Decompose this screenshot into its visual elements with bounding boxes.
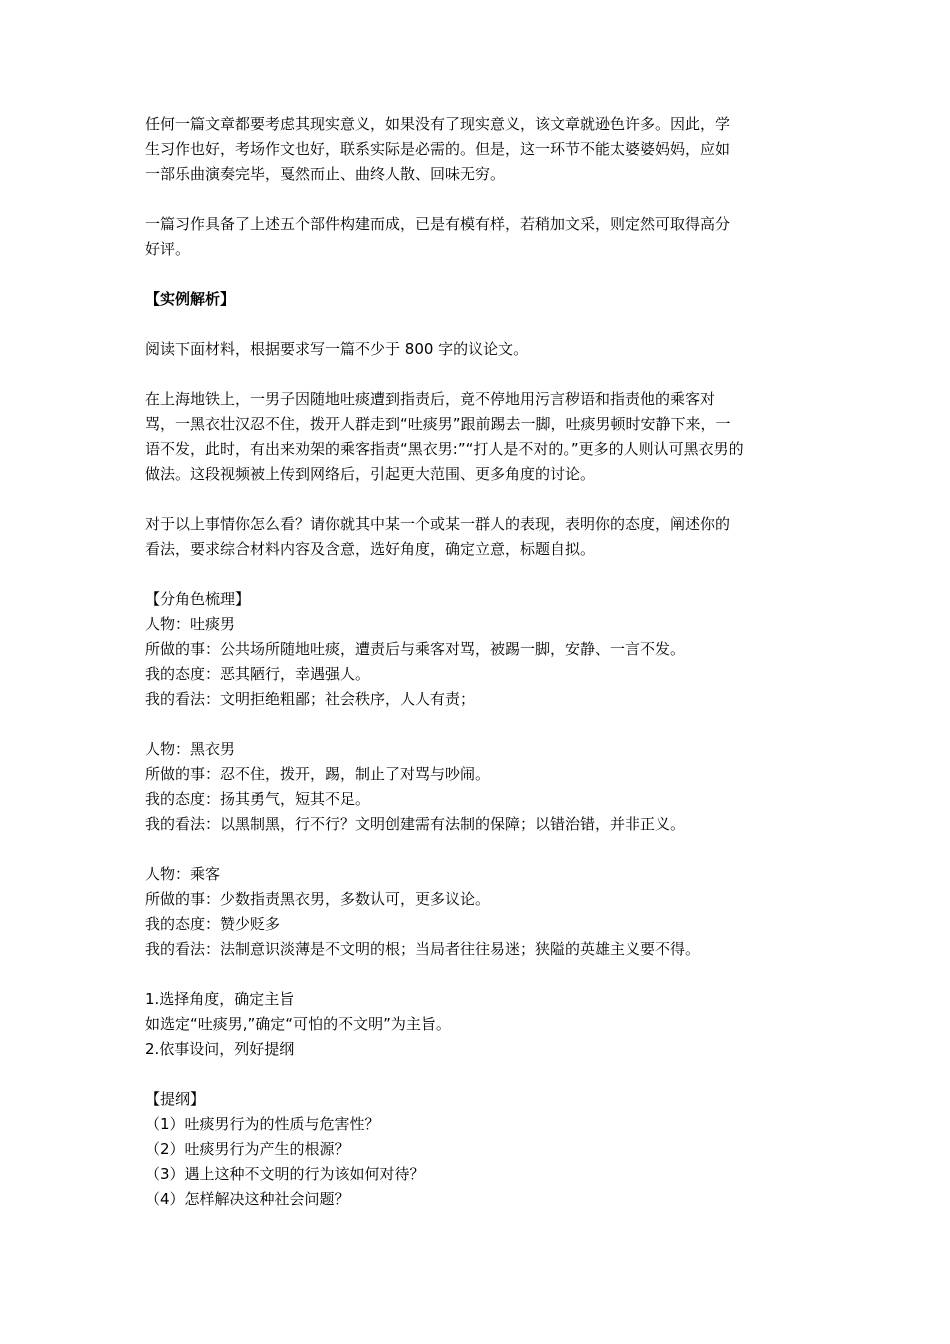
text-line: 看法，要求综合材料内容及含意，选好角度，确定立意，标题自拟。: [145, 540, 596, 558]
paragraph-material: [145, 387, 810, 487]
text-line: 我的看法：以黑制黑，行不行？文明创建需有法制的保障；以错治错，并非正义。: [145, 815, 686, 833]
role-spitting-man: [145, 612, 810, 712]
outline-item: （3）遇上这种不文明的行为该如何对待？: [145, 1165, 425, 1183]
text-line: 语不发，此时，有出来劝架的乘客指责“黑衣男:”“打人是不对的。”更多的人则认可黑衣男的: [145, 440, 744, 458]
paragraph-realistic-meaning: [145, 112, 810, 187]
text-line: 人物：黑衣男: [145, 740, 236, 758]
paragraph-question: [145, 512, 810, 562]
text-line: 人物：乘客: [145, 865, 221, 883]
outline-list: [145, 1112, 810, 1212]
text-line: 所做的事：少数指责黑衣男，多数认可，更多议论。: [145, 890, 491, 908]
paragraph-five-parts: [145, 212, 810, 262]
heading-role-analysis: 【分角色梳理】: [145, 590, 251, 608]
text-line: 任何一篇文章都要考虑其现实意义，如果没有了现实意义，该文章就逊色许多。因此，学: [145, 115, 731, 133]
role-man-in-black: [145, 737, 810, 837]
step-item: 如选定“吐痰男,”确定“可怕的不文明”为主旨。: [145, 1015, 451, 1033]
step-item: 2.依事设问，列好提纲: [145, 1040, 295, 1058]
steps-list: [145, 987, 810, 1062]
outline-item: （2）吐痰男行为产生的根源？: [145, 1140, 350, 1158]
text-line: 对于以上事情你怎么看？请你就其中某一个或某一群人的表现，表明你的态度，阐述你的: [145, 515, 731, 533]
text-line: 所做的事：忍不住，拨开，踢，制止了对骂与吵闹。: [145, 765, 491, 783]
paragraph-instructions: 阅读下面材料，根据要求写一篇不少于 800 字的议论文。: [145, 340, 529, 358]
role-passengers: [145, 862, 810, 962]
text-line: 所做的事：公共场所随地吐痰，遭责后与乘客对骂，被踢一脚，安静、一言不发。: [145, 640, 686, 658]
text-line: 我的看法：法制意识淡薄是不文明的根；当局者往往易迷；狭隘的英雄主义要不得。: [145, 940, 701, 958]
text-line: 一篇习作具备了上述五个部件构建而成，已是有模有样，若稍加文采，则定然可取得高分: [145, 215, 731, 233]
text-line: 做法。这段视频被上传到网络后，引起更大范围、更多角度的讨论。: [145, 465, 596, 483]
text-line: 好评。: [145, 240, 191, 258]
text-line: 生习作也好，考场作文也好，联系实际是必需的。但是，这一环节不能太婆婆妈妈，应如: [145, 140, 731, 158]
text-line: 一部乐曲演奏完毕，戛然而止、曲终人散、回味无穷。: [145, 165, 506, 183]
text-line: 我的态度：赞少贬多: [145, 915, 281, 933]
heading-example-analysis: 【实例解析】: [145, 290, 236, 308]
step-item: 1.选择角度，确定主旨: [145, 990, 295, 1008]
text-line: 在上海地铁上，一男子因随地吐痰遭到指责后，竟不停地用污言秽语和指责他的乘客对: [145, 390, 716, 408]
outline-item: （1）吐痰男行为的性质与危害性？: [145, 1115, 380, 1133]
text-line: 我的态度：扬其勇气，短其不足。: [145, 790, 371, 808]
text-line: 我的态度：恶其陋行，幸遇强人。: [145, 665, 371, 683]
text-line: 人物：吐痰男: [145, 615, 236, 633]
text-line: 骂，一黑衣壮汉忍不住，拨开人群走到“吐痰男”跟前踢去一脚，吐痰男顿时安静下来，一: [145, 415, 731, 433]
text-line: 我的看法：文明拒绝粗鄙；社会秩序，人人有责；: [145, 690, 476, 708]
heading-outline: 【提纲】: [145, 1090, 206, 1108]
outline-item: （4）怎样解决这种社会问题？: [145, 1190, 350, 1208]
